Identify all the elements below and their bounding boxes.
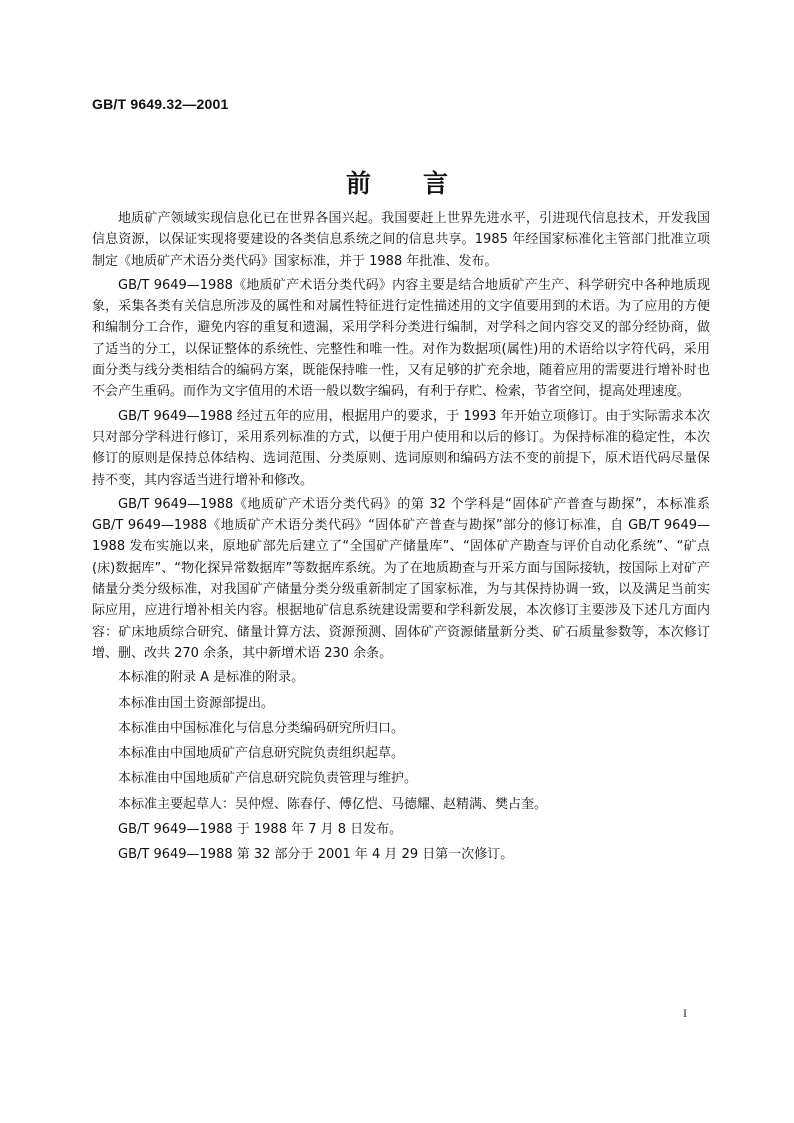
paragraph: GB/T 9649—1988《地质矿产术语分类代码》内容主要是结合地质矿产生产、科学研究中各种地质现象，采集各类有关信息所涉及的属性和对属性特征进行定性描述用的文字值要用到的术语。为了应用的方便和编制分工合作，避免内容的重复和遗漏，采用学科分类进行编制，对学科之间内容交叉的部分经协商，做了适当的分工，以保证整体的系统性、完整性和唯一性。对作为数据项(属性)用的术语给以字符代码，采用面分类与线分类相结合的编码方案，既能保持唯一性，又有足够的扩充余地，随着应用的需要进行增补时也不会产生重码。而作为文字值用的术语一般以数字编码，有利于存贮、检索，节省空间，提高处理速度。 (92, 277, 710, 400)
statement-line: GB/T 9649—1988 第 32 部分于 2001 年 4 月 29 日第一次修订。 (118, 847, 514, 863)
statement-line: 本标准的附录 A 是标准的附录。 (118, 670, 305, 686)
page-number: I (683, 1006, 687, 1020)
statement-line: 本标准由国土资源部提出。 (118, 695, 275, 711)
statement-line: 本标准由中国标准化与信息分类编码研究所归口。 (118, 720, 405, 736)
statement-line: 本标准主要起草人：吴仲煜、陈春仔、傅亿恺、马德耀、赵精满、樊占奎。 (118, 796, 548, 812)
page-title: 前言 (345, 169, 500, 198)
statement-line: 本标准由中国地质矿产信息研究院负责管理与维护。 (118, 771, 418, 787)
statement-line: 本标准由中国地质矿产信息研究院负责组织起草。 (118, 746, 405, 762)
statement-line: GB/T 9649—1988 于 1988 年 7 月 8 日发布。 (118, 822, 403, 838)
paragraph: GB/T 9649—1988 经过五年的应用，根据用户的要求，于 1993 年开始立项修订。由于实际需求本次只对部分学科进行修订，采用系列标准的方式，以便于用户使用和以后的修订。为保持标准的稳定性，本次修订的原则是保持总体结构、选词范围、分类原则、选词原则和编码方法不变的前提下，原术语代码尽量保持不变，其内容适当进行增补和修改。 (92, 408, 710, 488)
foreword-body (92, 208, 710, 870)
paragraph: 地质矿产领域实现信息化已在世界各国兴起。我国要赶上世界先进水平，引进现代信息技术，开发我国信息资源，以保证实现将要建设的各类信息系统之间的信息共享。1985 年经国家标准化主管部门批准立项制定《地质矿产术语分类代码》国家标准，并于 1988 年批准、发布。 (92, 211, 710, 269)
standard-code: GB/T 9649.32—2001 (92, 96, 229, 112)
paragraph: GB/T 9649—1988《地质矿产术语分类代码》的第 32 个学科是“固体矿产普查与勘探”，本标准系 GB/T 9649—1988《地质矿产术语分类代码》“固体矿产普查与勘探”部分的修订标准，自 GB/T 9649—1988 发布实施以来，原地矿部先后建立了“全国矿产储量库”、“固体矿产勘查与评价自动化系统”、“矿点(床)数据库”、“物化探异常数据库”等数据库系统。为了在地质勘查与开采方面与国际接轨，按国际上对矿产储量分类分级标准，对我国矿产储量分类分级重新制定了国家标准，为与其保持协调一致，以及满足当前实际应用，应进行增补相关内容。根据地矿信息系统建设需要和学科新发展，本次修订主要涉及下述几方面内容：矿床地质综合研究、储量计算方法、资源预测、固体矿产资源储量新分类、矿石质量参数等，本次修订增、删、改共 270 余条，其中新增术语 230 余条。 (92, 496, 710, 661)
